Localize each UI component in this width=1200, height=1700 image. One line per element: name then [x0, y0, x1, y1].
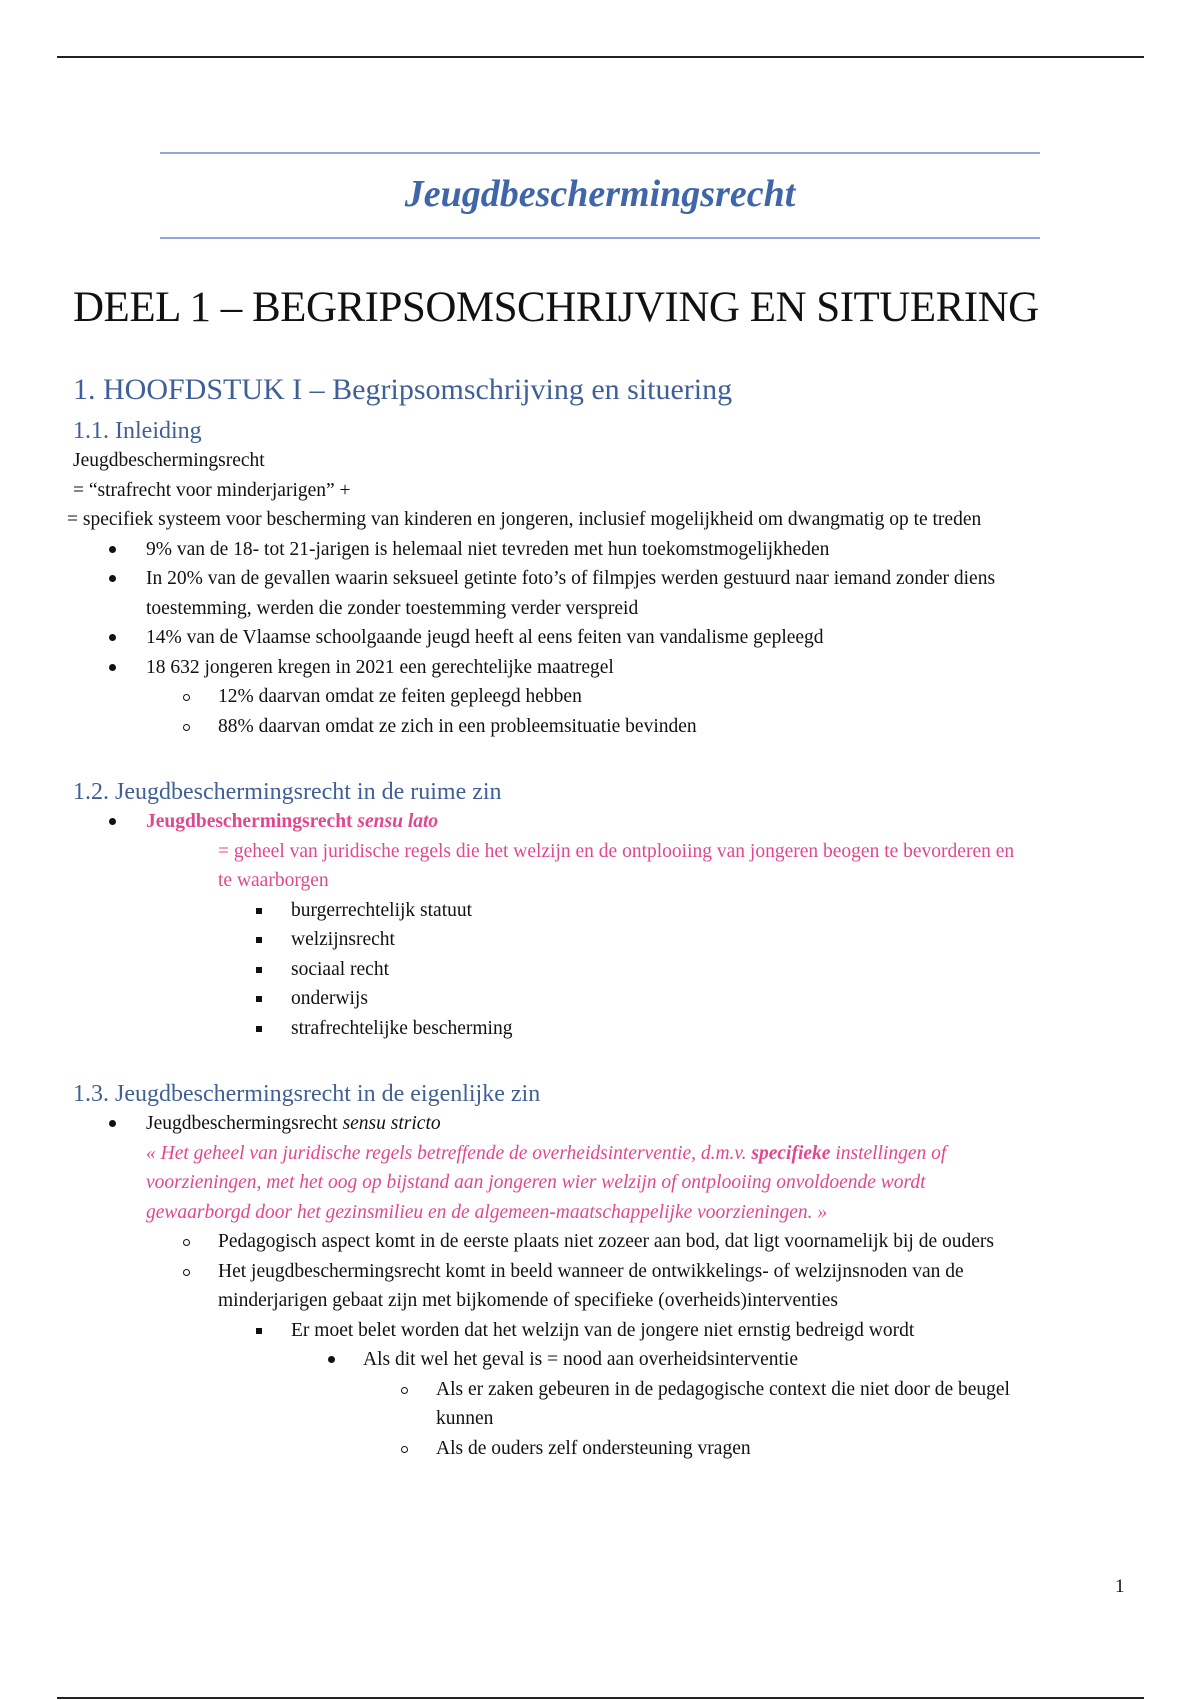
- circle-bullet-icon: [183, 1239, 190, 1246]
- list-item-text: 12% daarvan omdat ze feiten gepleegd hebben: [218, 686, 582, 707]
- list-item-text: In 20% van de gevallen waarin seksueel getinte foto’s of filmpjes werden gestuurd naar iemand zonder diens: [146, 568, 996, 589]
- page-content: [67, 284, 1133, 1463]
- list-item-continuation: kunnen: [436, 1408, 494, 1429]
- quote-line: voorzieningen, met het oog op bijstand aan jongeren wier welzijn of ontplooiing onvoldoende wordt: [146, 1172, 926, 1193]
- chapter-title: 1. HOOFDSTUK I – Begripsomschrijving en situering: [73, 373, 733, 406]
- square-bullet-icon: [256, 937, 262, 943]
- text-line: = specifiek systeem voor bescherming van kinderen en jongeren, inclusief mogelijkheid om dwangmatig op te treden: [67, 509, 982, 530]
- title-box: [160, 152, 1040, 238]
- sub-list-item: [73, 1434, 1133, 1464]
- text-line: = “strafrecht voor minderjarigen” +: [73, 479, 351, 501]
- term-latin: sensu stricto: [342, 1113, 441, 1134]
- title-top-line: [160, 152, 1040, 154]
- circle-bullet-icon: [401, 1387, 408, 1394]
- square-bullet-icon: [256, 1328, 262, 1334]
- sub-list-item: [73, 1227, 1133, 1257]
- sub-list-item: [73, 682, 1133, 712]
- list-item-text: Als de ouders zelf ondersteuning vragen: [436, 1437, 751, 1459]
- list-item: [73, 653, 1133, 683]
- bullet-icon: [109, 575, 116, 582]
- list-item-text: Als er zaken gebeuren in de pedagogische context die niet door de beugel: [436, 1378, 1010, 1400]
- list-item-continuation: minderjarigen gebaat zijn met bijkomende of specifieke (overheids)interventies: [218, 1290, 838, 1311]
- list-item-text: sociaal recht: [291, 958, 389, 980]
- circle-bullet-icon: [401, 1446, 408, 1453]
- list-item-text: Als dit wel het geval is = nood aan overheidsinterventie: [363, 1349, 799, 1370]
- list-item-text: 88% daarvan omdat ze zich in een probleemsituatie bevinden: [218, 715, 697, 737]
- term: Jeugdbeschermingsrecht: [146, 811, 353, 832]
- list-item-text: Het jeugdbeschermingsrecht komt in beeld wanneer de ontwikkelings- of welzijnsnoden van de: [218, 1260, 964, 1282]
- list-item: [73, 623, 1133, 653]
- sub-list-item: [73, 1257, 1133, 1287]
- list-item-text: Pedagogisch aspect komt in de eerste plaats niet zozeer aan bod, dat ligt voornamelijk bij de ouders: [218, 1231, 994, 1252]
- list-item-text: 9% van de 18- tot 21-jarigen is helemaal niet tevreden met hun toekomstmogelijkheden: [146, 538, 830, 560]
- list-item-text: 18 632 jongeren kregen in 2021 een gerechtelijke maatregel: [146, 656, 614, 678]
- list-item-text: Er moet belet worden dat het welzijn van de jongere niet ernstig bedreigd wordt: [291, 1319, 915, 1341]
- list-item: [73, 564, 1133, 594]
- quote-line: gewaarborgd door het gezinsmilieu en de algemeen-maatschappelijke voorzieningen. »: [146, 1201, 828, 1223]
- list-item: [73, 807, 1133, 837]
- sub-list-item: [73, 712, 1133, 742]
- circle-bullet-icon: [183, 1269, 190, 1276]
- top-rule: [57, 56, 1144, 58]
- section-title-1-2: 1.2. Jeugdbeschermingsrecht in de ruime zin: [73, 779, 502, 805]
- bottom-rule: [57, 1697, 1144, 1699]
- circle-bullet-icon: [183, 724, 190, 731]
- square-bullet-icon: [256, 967, 262, 973]
- sub-list-item: [73, 1316, 1133, 1346]
- term: Jeugdbeschermingsrecht: [146, 1113, 338, 1134]
- quote-text: instellingen of: [835, 1142, 947, 1164]
- square-bullet-icon: [256, 996, 262, 1002]
- title-bottom-line: [160, 237, 1040, 239]
- section-title-1-1: 1.1. Inleiding: [73, 418, 202, 444]
- definition-line: = geheel van juridische regels die het welzijn en de ontplooiing van jongeren beogen te bevorderen en: [218, 840, 1015, 862]
- list-item-text: welzijnsrecht: [291, 929, 395, 950]
- sub-list-item: [73, 984, 1133, 1014]
- list-item: [73, 535, 1133, 565]
- quote-emphasis: specifieke: [751, 1142, 831, 1164]
- sub-list-item: [73, 1345, 1133, 1375]
- sub-list-item: [73, 955, 1133, 985]
- section-title-1-3: 1.3. Jeugdbeschermingsrecht in de eigenlijke zin: [73, 1081, 541, 1107]
- bullet-icon: [109, 546, 116, 553]
- list-item-text: burgerrechtelijk statuut: [291, 899, 473, 921]
- text-line: Jeugdbeschermingsrecht: [73, 450, 265, 471]
- list-item: [73, 1109, 1133, 1139]
- bullet-icon: [109, 634, 116, 641]
- sub-list-item: [73, 896, 1133, 926]
- circle-bullet-icon: [183, 694, 190, 701]
- bullet-icon: [109, 1120, 116, 1127]
- sub-list-item: [73, 1375, 1133, 1405]
- square-bullet-icon: [256, 908, 262, 914]
- list-item-continuation: toestemming, werden die zonder toestemming verder verspreid: [146, 597, 639, 619]
- part-title: DEEL 1 – BEGRIPSOMSCHRIJVING EN SITUERING: [73, 284, 1039, 331]
- sub-list-item: [73, 925, 1133, 955]
- bullet-icon: [109, 664, 116, 671]
- term-latin: sensu lato: [357, 811, 439, 832]
- list-item-text: onderwijs: [291, 988, 368, 1009]
- page-number: 1: [1115, 1576, 1125, 1597]
- bullet-icon: [109, 818, 116, 825]
- quote-text: « Het geheel van juridische regels betreffende de overheidsinterventie, d.m.v.: [146, 1142, 747, 1164]
- quote-line: [73, 1139, 1133, 1169]
- bullet-icon: [328, 1356, 335, 1363]
- definition-line: te waarborgen: [218, 870, 329, 891]
- document-title: Jeugdbeschermingsrecht: [404, 173, 796, 215]
- list-item-text: 14% van de Vlaamse schoolgaande jeugd heeft al eens feiten van vandalisme gepleegd: [146, 627, 824, 648]
- list-item-text: strafrechtelijke bescherming: [291, 1017, 513, 1039]
- sub-list-item: [73, 1014, 1133, 1044]
- square-bullet-icon: [256, 1026, 262, 1032]
